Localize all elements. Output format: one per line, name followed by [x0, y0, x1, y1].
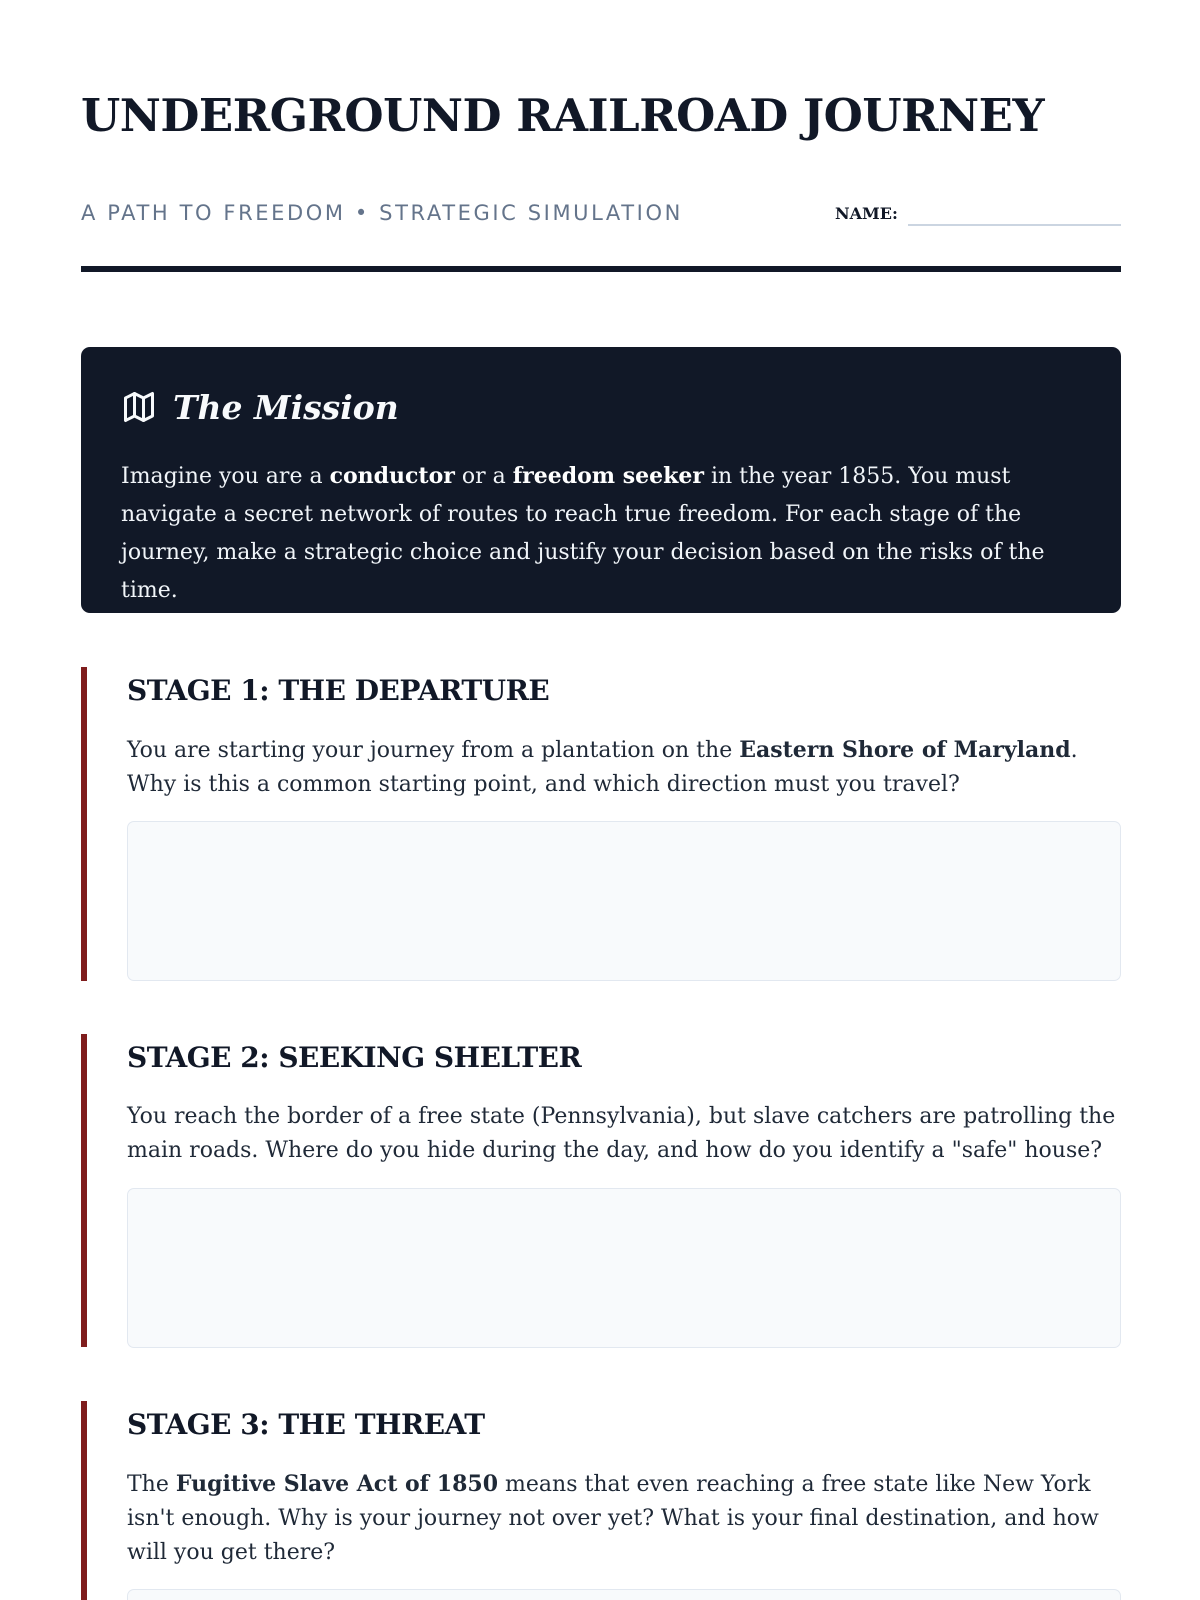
mission-box	[81, 347, 1121, 613]
stage-3-question-part: The	[127, 1472, 176, 1497]
stage-2-answer-box[interactable]	[127, 1188, 1121, 1348]
stage-3-question-part: means that even reaching a free state like New York isn't enough. Why is your journey not over yet? What is your final destination, and how will you get there?	[127, 1472, 1099, 1565]
page-subtitle: A PATH TO FREEDOM • STRATEGIC SIMULATION	[81, 201, 683, 225]
mission-text	[121, 457, 1081, 610]
name-label: NAME:	[835, 204, 898, 223]
name-field[interactable]	[908, 203, 1121, 226]
worksheet-page	[81, 0, 1121, 1565]
stage-3-question	[127, 1467, 1121, 1570]
mission-title: The Mission	[173, 387, 399, 427]
stage-3	[81, 1401, 1121, 1600]
stage-3-answer-box[interactable]	[127, 1589, 1121, 1600]
mission-text-bold-freedom-seeker: freedom seeker	[512, 463, 704, 489]
page-title: UNDERGROUND RAILROAD JOURNEY	[81, 89, 1045, 142]
stage-2-question: You reach the border of a free state (Pennsylvania), but slave catchers are patrolling the main roads. Where do you hide during the day, and how do you identify a "safe" house?	[127, 1104, 1116, 1163]
stage-1-question-part: You are starting your journey from a plantation on the	[127, 738, 740, 763]
stage-3-question-bold: Fugitive Slave Act of 1850	[175, 1471, 499, 1497]
stage-1-question-part: . Why is this a common starting point, and which direction must you travel?	[127, 738, 1078, 797]
stage-3-title: STAGE 3: THE THREAT	[127, 1408, 485, 1441]
mission-text-part: in the year 1855. You must navigate a secret network of routes to reach true freedom. For each stage of the journey, make a strategic choice and justify your decision based on the risks of the time.	[121, 464, 1045, 603]
stage-1-title: STAGE 1: THE DEPARTURE	[127, 674, 550, 707]
worksheet-header	[81, 0, 1121, 272]
mission-text-bold-conductor: conductor	[329, 463, 455, 489]
mission-text-part: Imagine you are a	[121, 464, 330, 489]
mission-header	[121, 385, 1081, 429]
map-icon	[121, 389, 157, 425]
stage-2-title: STAGE 2: SEEKING SHELTER	[127, 1041, 582, 1074]
stage-1-question-bold: Eastern Shore of Maryland	[739, 737, 1071, 763]
stage-1-answer-box[interactable]	[127, 821, 1121, 981]
stage-1-question	[127, 733, 1121, 802]
mission-text-part: or a	[454, 464, 513, 489]
